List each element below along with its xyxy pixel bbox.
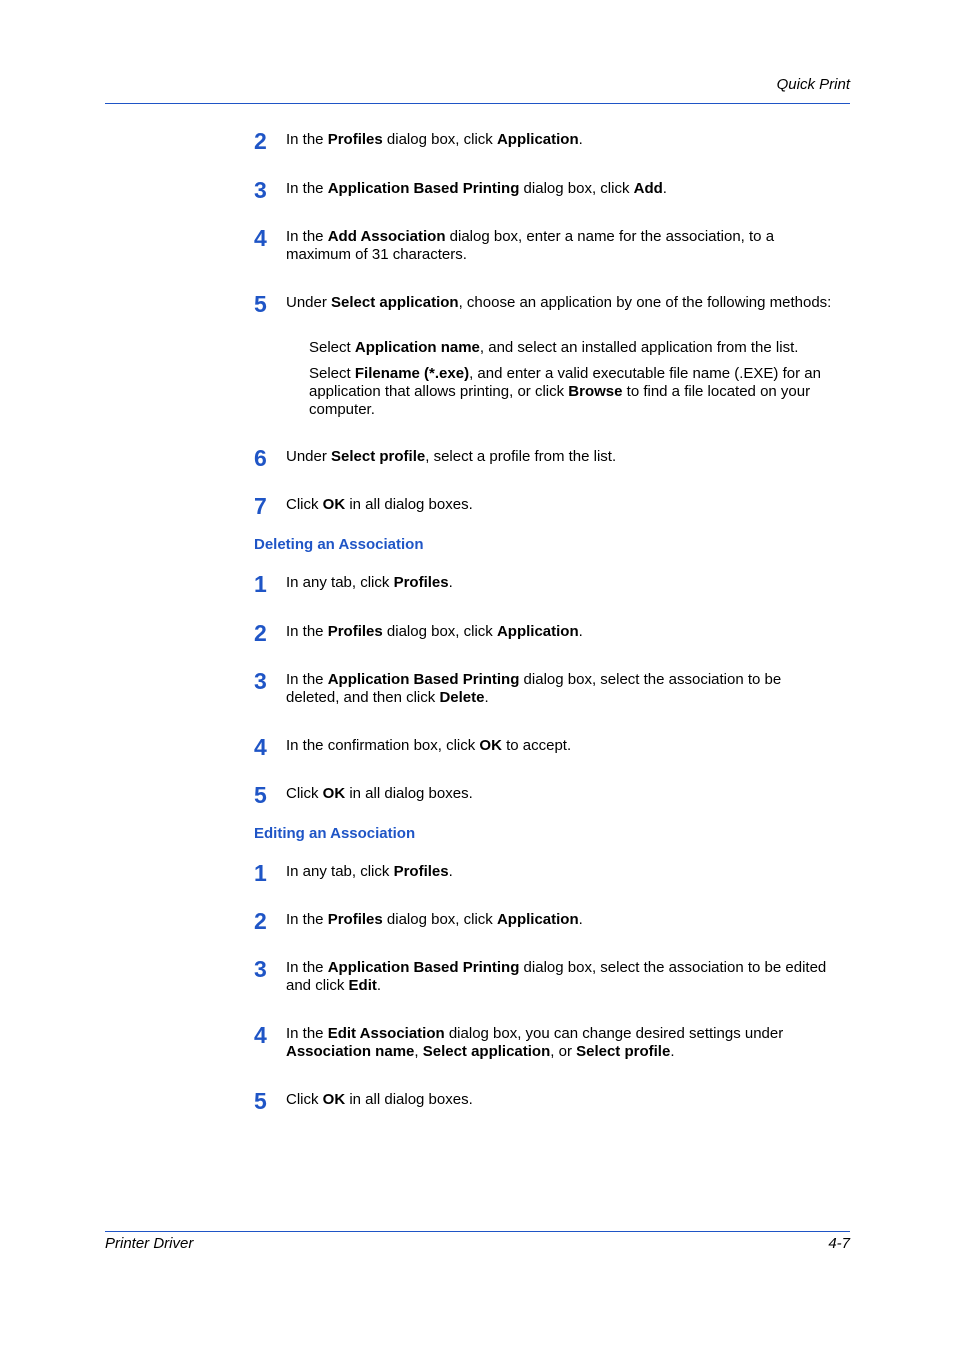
- text-run: In the: [286, 911, 328, 928]
- text-run: In the confirmation box, click: [286, 737, 480, 754]
- step-number: 2: [254, 908, 267, 934]
- text-run: .: [662, 180, 667, 197]
- footer-title: Printer Driver: [105, 1235, 194, 1252]
- text-run: In the: [286, 623, 328, 640]
- bold-term: Delete: [439, 689, 485, 706]
- text-run: Click: [286, 1091, 323, 1108]
- bold-term: Add: [633, 180, 663, 197]
- text-run: In any tab, click: [286, 863, 394, 880]
- text-run: In the: [286, 228, 328, 245]
- step-number: 3: [254, 956, 267, 982]
- footer-rule: [105, 1231, 850, 1232]
- bold-term: OK: [322, 785, 346, 802]
- bold-term: Application: [496, 131, 579, 148]
- step-text: [286, 131, 834, 149]
- step-text: [286, 911, 834, 929]
- bold-term: OK: [322, 1091, 346, 1108]
- step-number: 1: [254, 860, 267, 886]
- text-run: dialog box, click: [519, 180, 634, 197]
- step-number: 7: [254, 493, 267, 519]
- bold-term: Application Based Printing: [327, 180, 520, 197]
- bold-term: Profiles: [327, 623, 383, 640]
- bold-term: Edit Association: [327, 1025, 445, 1042]
- step-number: 1: [254, 571, 267, 597]
- text-run: In any tab, click: [286, 574, 394, 591]
- text-run: .: [578, 131, 583, 148]
- step-number: 5: [254, 291, 267, 317]
- bold-term: Association name: [286, 1043, 415, 1060]
- text-run: In the: [286, 131, 328, 148]
- bold-term: Browse: [568, 383, 623, 400]
- bold-term: Application name: [354, 339, 480, 356]
- step-text: [286, 737, 834, 755]
- text-run: dialog box, enter a name for the association, to a maximum of 31 characters.: [286, 228, 775, 263]
- step-text: [286, 959, 834, 995]
- text-run: , and enter a valid executable file name (.EXE) for an application that allows printing, or click: [309, 365, 821, 400]
- text-run: .: [376, 977, 382, 994]
- text-run: .: [448, 574, 453, 591]
- text-run: , and select an installed application from the list.: [479, 339, 799, 356]
- text-run: In the: [286, 959, 328, 976]
- text-run: to accept.: [501, 737, 572, 754]
- text-run: dialog box, click: [382, 623, 497, 640]
- step-number: 6: [254, 445, 267, 471]
- text-run: in all dialog boxes.: [345, 496, 473, 513]
- step-text: [286, 1025, 834, 1061]
- step-text: [286, 785, 834, 803]
- step-number: 3: [254, 177, 267, 203]
- page-header-title: Quick Print: [776, 76, 850, 93]
- step-text: [286, 623, 834, 641]
- text-run: , choose an application by one of the following methods:: [458, 294, 832, 311]
- step-number: 4: [254, 734, 267, 760]
- header-rule: [105, 103, 850, 104]
- page-number: 4-7: [828, 1235, 850, 1252]
- step-text: [286, 863, 834, 881]
- sub-option-application-name: [309, 339, 834, 357]
- text-run: , select a profile from the list.: [425, 448, 617, 465]
- text-run: dialog box, you can change desired settings under: [444, 1025, 784, 1042]
- text-run: in all dialog boxes.: [345, 785, 473, 802]
- bold-term: Application Based Printing: [327, 959, 520, 976]
- step-text: [286, 1091, 834, 1109]
- bold-term: Edit: [348, 977, 377, 994]
- step-text: [286, 228, 834, 264]
- text-run: , or: [550, 1043, 577, 1060]
- text-run: Under: [286, 448, 332, 465]
- text-run: .: [578, 911, 583, 928]
- text-run: to find a file located on your computer.: [309, 383, 811, 418]
- text-run: Click: [286, 785, 323, 802]
- text-run: dialog box, click: [382, 131, 497, 148]
- section-title-editing: Editing an Association: [254, 825, 416, 842]
- bold-term: Add Association: [327, 228, 446, 245]
- step-text: [286, 294, 834, 312]
- bold-term: OK: [322, 496, 346, 513]
- bold-term: Profiles: [393, 863, 449, 880]
- step-text: [286, 180, 834, 198]
- text-run: Select: [309, 365, 355, 382]
- bold-term: Select application: [422, 1043, 551, 1060]
- step-number: 2: [254, 128, 267, 154]
- bold-term: Profiles: [393, 574, 449, 591]
- step-number: 5: [254, 782, 267, 808]
- text-run: Select: [309, 339, 355, 356]
- step-text: [286, 448, 834, 466]
- step-number: 3: [254, 668, 267, 694]
- bold-term: Select application: [331, 294, 459, 311]
- bold-term: Profiles: [327, 911, 383, 928]
- bold-term: Profiles: [327, 131, 383, 148]
- text-run: .: [484, 689, 489, 706]
- text-run: In the: [286, 671, 328, 688]
- text-run: .: [578, 623, 583, 640]
- bold-term: Application: [496, 911, 579, 928]
- section-title-deleting: Deleting an Association: [254, 536, 424, 553]
- step-number: 4: [254, 1022, 267, 1048]
- step-number: 2: [254, 620, 267, 646]
- step-text: [286, 496, 834, 514]
- text-run: dialog box, select the association to be deleted, and then click: [286, 671, 782, 706]
- text-run: dialog box, select the association to be edited and click: [286, 959, 827, 994]
- text-run: in all dialog boxes.: [345, 1091, 473, 1108]
- text-run: Under: [286, 294, 332, 311]
- text-run: ,: [414, 1043, 423, 1060]
- step-number: 5: [254, 1088, 267, 1114]
- text-run: In the: [286, 180, 328, 197]
- bold-term: Application Based Printing: [327, 671, 520, 688]
- bold-term: OK: [479, 737, 502, 754]
- step-text: [286, 671, 834, 707]
- text-run: .: [670, 1043, 675, 1060]
- text-run: .: [448, 863, 453, 880]
- bold-term: Select profile: [576, 1043, 671, 1060]
- bold-term: Application: [496, 623, 579, 640]
- step-text: [286, 574, 834, 592]
- sub-option-filename: [309, 365, 834, 419]
- bold-term: Filename (*.exe): [354, 365, 470, 382]
- step-number: 4: [254, 225, 267, 251]
- text-run: In the: [286, 1025, 328, 1042]
- text-run: dialog box, click: [382, 911, 497, 928]
- bold-term: Select profile: [331, 448, 426, 465]
- text-run: Click: [286, 496, 323, 513]
